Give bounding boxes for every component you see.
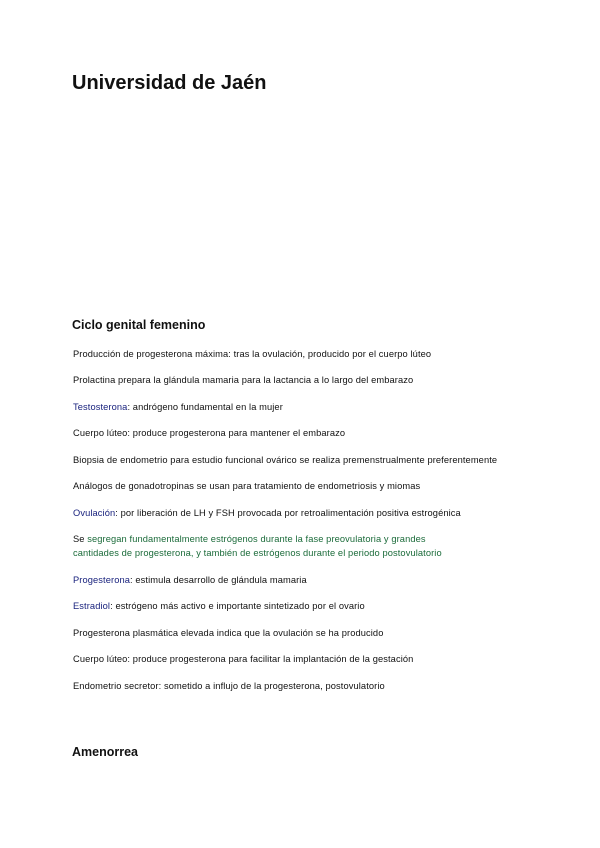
highlighted-text: segregan fundamentalmente estrógenos durante la fase preovulatoria y grandes: [87, 534, 426, 544]
definition: : estrógeno más activo e importante sintetizado por el ovario: [110, 601, 365, 611]
term: Ovulación: [73, 508, 116, 518]
list-item-continuation: cantidades de progesterona, y también de estrógenos durante el periodo postovulatorio: [73, 548, 442, 558]
list-item: [73, 532, 533, 546]
list-item: Progesterona plasmática elevada indica que la ovulación se ha producido: [73, 628, 384, 638]
list-item: [73, 506, 533, 520]
list-item: [73, 573, 533, 587]
prefix: Se: [73, 534, 88, 544]
term: Estradiol: [73, 601, 111, 611]
list-item: Biopsia de endometrio para estudio funcional ovárico se realiza premenstrualmente preferentemente: [73, 455, 498, 465]
list-item: Análogos de gonadotropinas se usan para tratamiento de endometriosis y miomas: [73, 481, 421, 491]
section-heading-ciclo-genital: Ciclo genital femenino: [72, 318, 206, 332]
list-item: [73, 400, 533, 414]
section-heading-amenorrea: Amenorrea: [72, 745, 138, 759]
definition: : andrógeno fundamental en la mujer: [127, 402, 283, 412]
list-item: Endometrio secretor: sometido a influjo de la progesterona, postovulatorio: [73, 681, 385, 691]
term: Testosterona: [73, 402, 128, 412]
document-title: Universidad de Jaén: [72, 72, 267, 94]
list-item: Cuerpo lúteo: produce progesterona para facilitar la implantación de la gestación: [73, 654, 414, 664]
definition: : por liberación de LH y FSH provocada por retroalimentación positiva estrogénica: [115, 508, 461, 518]
list-item: Cuerpo lúteo: produce progesterona para mantener el embarazo: [73, 428, 346, 438]
list-item: [73, 599, 533, 613]
list-item: Prolactina prepara la glándula mamaria para la lactancia a lo largo del embarazo: [73, 375, 414, 385]
definition: : estimula desarrollo de glándula mamaria: [130, 575, 307, 585]
term: Progesterona: [73, 575, 131, 585]
list-item: Producción de progesterona máxima: tras la ovulación, producido por el cuerpo lúteo: [73, 349, 432, 359]
